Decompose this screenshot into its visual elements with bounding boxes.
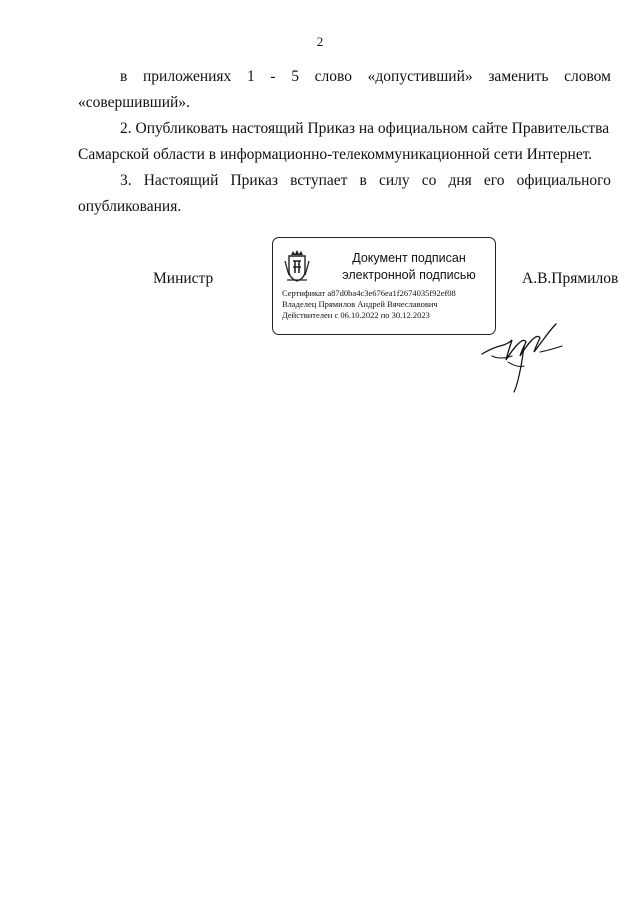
stamp-owner: Владелец Прямилов Андрей Вячеславович: [282, 299, 438, 309]
paragraph-1-line-1: в приложениях 1 - 5 слово «допустивший» заменить словом: [120, 68, 611, 85]
paragraph-1-line-2: «совершивший».: [78, 94, 190, 111]
signer-name: А.В.Прямилов: [522, 270, 619, 287]
e-signature-stamp: [272, 237, 496, 335]
stamp-validity: Действителен с 06.10.2022 по 30.12.2023: [282, 310, 430, 320]
paragraph-3-line-1: 3. Настоящий Приказ вступает в силу со дня его официального: [120, 172, 611, 189]
paragraph-2: [78, 116, 611, 168]
page-number: 2: [316, 34, 324, 49]
stamp-title: [325, 250, 493, 284]
stamp-title-line-1: Документ подписан: [352, 251, 466, 265]
paragraph-1: [78, 64, 611, 116]
signer-position: Министр: [153, 270, 214, 287]
stamp-title-line-2: электронной подписью: [342, 268, 476, 282]
paragraph-2-line-2: Самарской области в информационно-телекоммуникационной сети Интернет.: [78, 146, 593, 163]
stamp-certificate: Сертификат a87d0ba4c3e676ea1f2674035f92ef08: [282, 288, 456, 298]
handwritten-signature: [478, 316, 570, 396]
paragraph-3-line-2: опубликования.: [78, 198, 182, 215]
stamp-details: [282, 288, 456, 321]
paragraph-3: [78, 168, 611, 220]
paragraph-2-line-1: 2. Опубликовать настоящий Приказ на официальном сайте Правительства: [120, 120, 610, 137]
coat-of-arms-icon: [283, 249, 311, 283]
